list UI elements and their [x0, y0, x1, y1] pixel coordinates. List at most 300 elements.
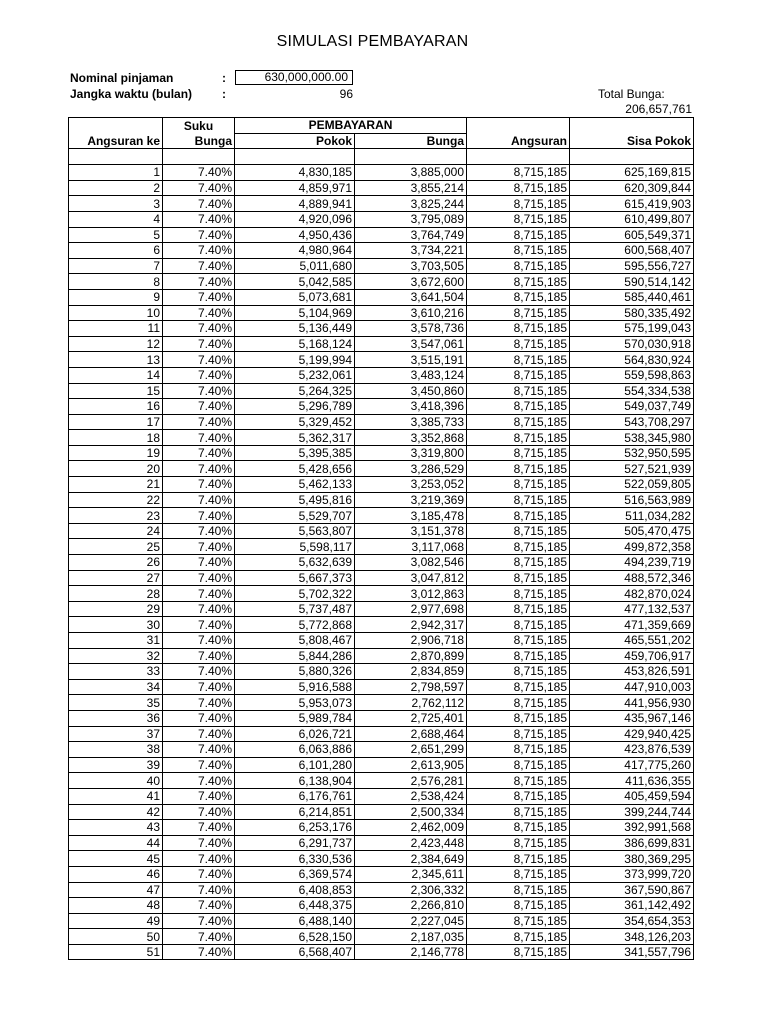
cell-rate: 7.40% — [163, 227, 235, 243]
cell-interest: 2,942,317 — [355, 617, 467, 633]
cell-interest: 2,977,698 — [355, 601, 467, 617]
table-row — [69, 820, 694, 836]
cell-balance: 435,967,146 — [570, 710, 694, 726]
cell-rate: 7.40% — [163, 367, 235, 383]
cell-rate: 7.40% — [163, 944, 235, 960]
cell-installment-no: 27 — [69, 570, 163, 586]
cell-installment: 8,715,185 — [467, 430, 570, 446]
payment-schedule-table — [68, 117, 694, 960]
total-interest-label: Total Bunga: — [598, 87, 665, 101]
cell-balance: 564,830,924 — [570, 352, 694, 368]
header-rate-top: Suku — [163, 118, 235, 134]
cell-installment-no: 40 — [69, 773, 163, 789]
cell-rate: 7.40% — [163, 196, 235, 212]
cell-principal: 6,026,721 — [235, 726, 355, 742]
cell-rate: 7.40% — [163, 165, 235, 181]
cell-interest: 2,906,718 — [355, 633, 467, 649]
table-row — [69, 180, 694, 196]
cell-balance: 348,126,203 — [570, 929, 694, 945]
cell-interest: 3,047,812 — [355, 570, 467, 586]
cell-principal: 6,488,140 — [235, 913, 355, 929]
cell-rate: 7.40% — [163, 492, 235, 508]
cell-rate: 7.40% — [163, 742, 235, 758]
cell-balance: 471,359,669 — [570, 617, 694, 633]
cell-interest: 3,547,061 — [355, 336, 467, 352]
loan-amount-field[interactable]: 630,000,000.00 — [235, 70, 353, 85]
table-row — [69, 211, 694, 227]
cell-installment-no: 8 — [69, 274, 163, 290]
cell-interest: 3,885,000 — [355, 165, 467, 181]
cell-installment-no: 16 — [69, 399, 163, 415]
cell-balance: 610,499,807 — [570, 211, 694, 227]
cell-principal: 6,101,280 — [235, 757, 355, 773]
table-row — [69, 367, 694, 383]
cell-installment: 8,715,185 — [467, 492, 570, 508]
cell-rate: 7.40% — [163, 882, 235, 898]
cell-principal: 5,916,588 — [235, 679, 355, 695]
table-row — [69, 882, 694, 898]
table-row — [69, 570, 694, 586]
cell-interest: 3,418,396 — [355, 399, 467, 415]
cell-installment-no: 35 — [69, 695, 163, 711]
cell-interest: 2,266,810 — [355, 898, 467, 914]
cell-installment-no: 26 — [69, 555, 163, 571]
cell-installment: 8,715,185 — [467, 944, 570, 960]
cell-installment-no: 41 — [69, 788, 163, 804]
cell-balance: 516,563,989 — [570, 492, 694, 508]
cell-installment: 8,715,185 — [467, 586, 570, 602]
cell-rate: 7.40% — [163, 336, 235, 352]
table-row — [69, 742, 694, 758]
cell-rate: 7.40% — [163, 430, 235, 446]
cell-balance: 620,309,844 — [570, 180, 694, 196]
cell-balance: 549,037,749 — [570, 399, 694, 415]
cell-balance: 441,956,930 — [570, 695, 694, 711]
cell-principal: 6,176,761 — [235, 788, 355, 804]
cell-rate: 7.40% — [163, 664, 235, 680]
cell-principal: 5,880,326 — [235, 664, 355, 680]
cell-interest: 2,500,334 — [355, 804, 467, 820]
cell-rate: 7.40% — [163, 399, 235, 415]
cell-balance: 367,590,867 — [570, 882, 694, 898]
cell-interest: 3,012,863 — [355, 586, 467, 602]
cell-rate: 7.40% — [163, 820, 235, 836]
cell-interest: 3,825,244 — [355, 196, 467, 212]
cell-interest: 2,423,448 — [355, 835, 467, 851]
table-row — [69, 851, 694, 867]
cell-balance: 580,335,492 — [570, 305, 694, 321]
cell-installment: 8,715,185 — [467, 367, 570, 383]
table-row — [69, 243, 694, 259]
table-row — [69, 305, 694, 321]
cell-principal: 5,199,994 — [235, 352, 355, 368]
cell-principal: 6,138,904 — [235, 773, 355, 789]
cell-installment-no: 18 — [69, 430, 163, 446]
cell-balance: 373,999,720 — [570, 866, 694, 882]
header-rate-bottom: Bunga — [163, 133, 235, 149]
cell-interest: 3,703,505 — [355, 258, 467, 274]
cell-principal: 5,011,680 — [235, 258, 355, 274]
table-row — [69, 866, 694, 882]
cell-principal: 6,528,150 — [235, 929, 355, 945]
cell-principal: 4,859,971 — [235, 180, 355, 196]
header-balance: Sisa Pokok — [570, 133, 694, 149]
cell-principal: 5,362,317 — [235, 430, 355, 446]
cell-installment: 8,715,185 — [467, 477, 570, 493]
cell-balance: 585,440,461 — [570, 289, 694, 305]
cell-principal: 5,772,868 — [235, 617, 355, 633]
cell-installment-no: 47 — [69, 882, 163, 898]
cell-installment: 8,715,185 — [467, 773, 570, 789]
cell-installment: 8,715,185 — [467, 383, 570, 399]
cell-installment-no: 28 — [69, 586, 163, 602]
cell-balance: 354,654,353 — [570, 913, 694, 929]
table-row — [69, 445, 694, 461]
cell-rate: 7.40% — [163, 508, 235, 524]
cell-principal: 5,428,656 — [235, 461, 355, 477]
cell-rate: 7.40% — [163, 555, 235, 571]
cell-balance: 429,940,425 — [570, 726, 694, 742]
table-row — [69, 835, 694, 851]
cell-principal: 5,953,073 — [235, 695, 355, 711]
cell-interest: 3,855,214 — [355, 180, 467, 196]
cell-interest: 2,834,859 — [355, 664, 467, 680]
cell-installment: 8,715,185 — [467, 851, 570, 867]
cell-principal: 5,844,286 — [235, 648, 355, 664]
cell-principal: 5,042,585 — [235, 274, 355, 290]
cell-balance: 575,199,043 — [570, 321, 694, 337]
cell-rate: 7.40% — [163, 929, 235, 945]
table-row — [69, 289, 694, 305]
cell-rate: 7.40% — [163, 773, 235, 789]
cell-interest: 3,117,068 — [355, 539, 467, 555]
table-row — [69, 601, 694, 617]
cell-installment: 8,715,185 — [467, 648, 570, 664]
cell-principal: 5,989,784 — [235, 710, 355, 726]
total-interest-value: 206,657,761 — [625, 102, 692, 116]
cell-rate: 7.40% — [163, 835, 235, 851]
cell-interest: 2,146,778 — [355, 944, 467, 960]
cell-installment-no: 51 — [69, 944, 163, 960]
cell-installment-no: 37 — [69, 726, 163, 742]
table-row — [69, 757, 694, 773]
cell-installment-no: 50 — [69, 929, 163, 945]
table-row — [69, 944, 694, 960]
cell-interest: 2,762,112 — [355, 695, 467, 711]
cell-installment-no: 1 — [69, 165, 163, 181]
cell-interest: 2,613,905 — [355, 757, 467, 773]
cell-installment: 8,715,185 — [467, 570, 570, 586]
cell-installment: 8,715,185 — [467, 445, 570, 461]
cell-balance: 615,419,903 — [570, 196, 694, 212]
cell-rate: 7.40% — [163, 757, 235, 773]
cell-rate: 7.40% — [163, 617, 235, 633]
cell-installment-no: 42 — [69, 804, 163, 820]
table-row — [69, 414, 694, 430]
cell-interest: 3,286,529 — [355, 461, 467, 477]
cell-principal: 5,462,133 — [235, 477, 355, 493]
cell-installment: 8,715,185 — [467, 289, 570, 305]
cell-installment: 8,715,185 — [467, 523, 570, 539]
cell-principal: 6,253,176 — [235, 820, 355, 836]
cell-balance: 477,132,537 — [570, 601, 694, 617]
table-row — [69, 508, 694, 524]
cell-installment-no: 14 — [69, 367, 163, 383]
cell-interest: 3,352,868 — [355, 430, 467, 446]
cell-installment-no: 17 — [69, 414, 163, 430]
loan-term-separator: : — [222, 87, 226, 101]
cell-balance: 559,598,863 — [570, 367, 694, 383]
cell-installment-no: 30 — [69, 617, 163, 633]
cell-installment: 8,715,185 — [467, 165, 570, 181]
cell-interest: 3,253,052 — [355, 477, 467, 493]
cell-installment-no: 9 — [69, 289, 163, 305]
cell-balance: 405,459,594 — [570, 788, 694, 804]
cell-installment: 8,715,185 — [467, 196, 570, 212]
cell-installment: 8,715,185 — [467, 866, 570, 882]
cell-balance: 527,521,939 — [570, 461, 694, 477]
cell-interest: 3,151,378 — [355, 523, 467, 539]
cell-rate: 7.40% — [163, 601, 235, 617]
cell-rate: 7.40% — [163, 710, 235, 726]
cell-installment-no: 45 — [69, 851, 163, 867]
table-row — [69, 399, 694, 415]
cell-balance: 590,514,142 — [570, 274, 694, 290]
cell-balance: 625,169,815 — [570, 165, 694, 181]
cell-principal: 5,395,385 — [235, 445, 355, 461]
cell-principal: 5,329,452 — [235, 414, 355, 430]
cell-installment-no: 19 — [69, 445, 163, 461]
cell-interest: 2,227,045 — [355, 913, 467, 929]
cell-balance: 570,030,918 — [570, 336, 694, 352]
cell-principal: 6,063,886 — [235, 742, 355, 758]
cell-balance: 600,568,407 — [570, 243, 694, 259]
cell-installment: 8,715,185 — [467, 695, 570, 711]
table-row — [69, 648, 694, 664]
table-row — [69, 383, 694, 399]
cell-installment: 8,715,185 — [467, 882, 570, 898]
cell-principal: 5,232,061 — [235, 367, 355, 383]
cell-principal: 6,291,737 — [235, 835, 355, 851]
cell-balance: 522,059,805 — [570, 477, 694, 493]
cell-principal: 5,598,117 — [235, 539, 355, 555]
cell-rate: 7.40% — [163, 211, 235, 227]
table-row — [69, 773, 694, 789]
cell-installment: 8,715,185 — [467, 227, 570, 243]
cell-principal: 4,950,436 — [235, 227, 355, 243]
cell-installment: 8,715,185 — [467, 898, 570, 914]
loan-amount-label: Nominal pinjaman — [70, 71, 174, 85]
cell-installment: 8,715,185 — [467, 617, 570, 633]
table-row — [69, 492, 694, 508]
cell-installment: 8,715,185 — [467, 601, 570, 617]
cell-installment-no: 2 — [69, 180, 163, 196]
cell-balance: 465,551,202 — [570, 633, 694, 649]
table-row — [69, 679, 694, 695]
cell-installment: 8,715,185 — [467, 633, 570, 649]
table-row — [69, 555, 694, 571]
cell-installment: 8,715,185 — [467, 913, 570, 929]
cell-installment: 8,715,185 — [467, 414, 570, 430]
cell-rate: 7.40% — [163, 679, 235, 695]
cell-balance: 488,572,346 — [570, 570, 694, 586]
cell-principal: 5,702,322 — [235, 586, 355, 602]
cell-principal: 6,448,375 — [235, 898, 355, 914]
cell-principal: 5,168,124 — [235, 336, 355, 352]
loan-term-value[interactable]: 96 — [339, 87, 353, 101]
cell-balance: 499,872,358 — [570, 539, 694, 555]
page-title: SIMULASI PEMBAYARAN — [276, 33, 469, 50]
cell-rate: 7.40% — [163, 274, 235, 290]
cell-balance: 453,826,591 — [570, 664, 694, 680]
cell-rate: 7.40% — [163, 898, 235, 914]
table-row — [69, 165, 694, 181]
cell-installment: 8,715,185 — [467, 710, 570, 726]
cell-principal: 5,667,373 — [235, 570, 355, 586]
header-row-top — [69, 118, 694, 134]
table-row — [69, 523, 694, 539]
cell-rate: 7.40% — [163, 321, 235, 337]
cell-installment-no: 32 — [69, 648, 163, 664]
cell-installment-no: 11 — [69, 321, 163, 337]
cell-rate: 7.40% — [163, 804, 235, 820]
table-row — [69, 633, 694, 649]
cell-balance: 423,876,539 — [570, 742, 694, 758]
cell-principal: 6,330,536 — [235, 851, 355, 867]
cell-balance: 411,636,355 — [570, 773, 694, 789]
cell-installment-no: 43 — [69, 820, 163, 836]
table-row — [69, 710, 694, 726]
header-interest: Bunga — [355, 133, 467, 149]
cell-installment: 8,715,185 — [467, 555, 570, 571]
cell-installment: 8,715,185 — [467, 461, 570, 477]
cell-rate: 7.40% — [163, 383, 235, 399]
cell-installment: 8,715,185 — [467, 820, 570, 836]
table-row — [69, 664, 694, 680]
cell-installment: 8,715,185 — [467, 804, 570, 820]
cell-installment-no: 13 — [69, 352, 163, 368]
cell-balance: 380,369,295 — [570, 851, 694, 867]
cell-interest: 2,538,424 — [355, 788, 467, 804]
cell-principal: 4,889,941 — [235, 196, 355, 212]
table-row — [69, 804, 694, 820]
cell-principal: 5,632,639 — [235, 555, 355, 571]
cell-principal: 5,264,325 — [235, 383, 355, 399]
cell-principal: 5,296,789 — [235, 399, 355, 415]
cell-installment-no: 46 — [69, 866, 163, 882]
cell-installment: 8,715,185 — [467, 742, 570, 758]
cell-rate: 7.40% — [163, 414, 235, 430]
cell-principal: 4,980,964 — [235, 243, 355, 259]
cell-installment: 8,715,185 — [467, 788, 570, 804]
cell-principal: 6,568,407 — [235, 944, 355, 960]
cell-interest: 3,764,749 — [355, 227, 467, 243]
cell-principal: 4,830,185 — [235, 165, 355, 181]
cell-balance: 417,775,260 — [570, 757, 694, 773]
cell-interest: 3,795,089 — [355, 211, 467, 227]
cell-rate: 7.40% — [163, 913, 235, 929]
cell-interest: 3,185,478 — [355, 508, 467, 524]
header-installment: Angsuran — [467, 133, 570, 149]
cell-installment-no: 21 — [69, 477, 163, 493]
cell-balance: 341,557,796 — [570, 944, 694, 960]
cell-installment: 8,715,185 — [467, 399, 570, 415]
cell-installment-no: 20 — [69, 461, 163, 477]
table-row — [69, 898, 694, 914]
cell-installment-no: 29 — [69, 601, 163, 617]
cell-principal: 5,104,969 — [235, 305, 355, 321]
cell-balance: 386,699,831 — [570, 835, 694, 851]
cell-installment-no: 15 — [69, 383, 163, 399]
cell-rate: 7.40% — [163, 445, 235, 461]
cell-installment: 8,715,185 — [467, 336, 570, 352]
cell-interest: 3,578,736 — [355, 321, 467, 337]
table-row — [69, 227, 694, 243]
cell-rate: 7.40% — [163, 695, 235, 711]
cell-installment-no: 12 — [69, 336, 163, 352]
table-row — [69, 929, 694, 945]
cell-principal: 6,214,851 — [235, 804, 355, 820]
cell-balance: 399,244,744 — [570, 804, 694, 820]
cell-installment-no: 25 — [69, 539, 163, 555]
cell-installment-no: 31 — [69, 633, 163, 649]
cell-installment-no: 39 — [69, 757, 163, 773]
cell-interest: 2,345,611 — [355, 866, 467, 882]
table-row — [69, 617, 694, 633]
table-row — [69, 430, 694, 446]
cell-interest: 3,641,504 — [355, 289, 467, 305]
cell-rate: 7.40% — [163, 633, 235, 649]
cell-installment: 8,715,185 — [467, 929, 570, 945]
cell-principal: 5,136,449 — [235, 321, 355, 337]
cell-installment: 8,715,185 — [467, 274, 570, 290]
cell-interest: 2,187,035 — [355, 929, 467, 945]
cell-installment-no: 5 — [69, 227, 163, 243]
header-installment-no: Angsuran ke — [69, 133, 163, 149]
cell-interest: 2,384,649 — [355, 851, 467, 867]
table-row — [69, 352, 694, 368]
cell-installment: 8,715,185 — [467, 352, 570, 368]
header-principal: Pokok — [235, 133, 355, 149]
cell-interest: 3,385,733 — [355, 414, 467, 430]
cell-installment: 8,715,185 — [467, 243, 570, 259]
table-row — [69, 321, 694, 337]
cell-installment: 8,715,185 — [467, 835, 570, 851]
cell-balance: 459,706,917 — [570, 648, 694, 664]
cell-balance: 494,239,719 — [570, 555, 694, 571]
cell-installment-no: 44 — [69, 835, 163, 851]
cell-installment: 8,715,185 — [467, 726, 570, 742]
cell-rate: 7.40% — [163, 648, 235, 664]
cell-interest: 3,082,546 — [355, 555, 467, 571]
cell-rate: 7.40% — [163, 461, 235, 477]
cell-installment-no: 38 — [69, 742, 163, 758]
loan-amount-separator: : — [222, 71, 226, 85]
table-row — [69, 586, 694, 602]
table-row — [69, 726, 694, 742]
loan-term-label: Jangka waktu (bulan) — [70, 87, 193, 101]
cell-rate: 7.40% — [163, 539, 235, 555]
header-payment-group: PEMBAYARAN — [235, 118, 467, 134]
cell-rate: 7.40% — [163, 258, 235, 274]
cell-interest: 2,798,597 — [355, 679, 467, 695]
cell-principal: 5,808,467 — [235, 633, 355, 649]
cell-rate: 7.40% — [163, 586, 235, 602]
cell-principal: 5,495,816 — [235, 492, 355, 508]
cell-installment-no: 23 — [69, 508, 163, 524]
cell-rate: 7.40% — [163, 180, 235, 196]
cell-interest: 3,672,600 — [355, 274, 467, 290]
